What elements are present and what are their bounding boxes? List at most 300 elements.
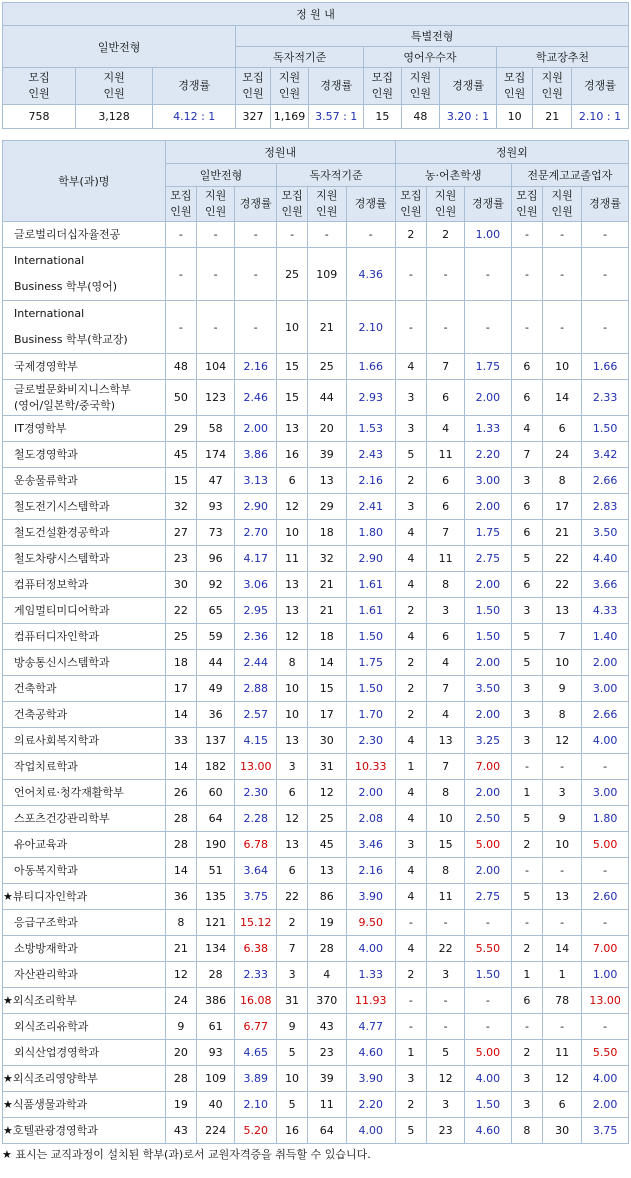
cell-value: 28	[165, 1066, 196, 1092]
cell-value: 4.00	[346, 1118, 395, 1144]
cell-value: 3.00	[465, 468, 512, 494]
cell-value: 4.40	[582, 546, 629, 572]
cell-value: 49	[197, 676, 235, 702]
cell-value: -	[511, 858, 542, 884]
summary-title: 정 원 내	[3, 3, 629, 26]
cell-value: 13.00	[235, 754, 277, 780]
cell-value: 5	[511, 884, 542, 910]
special-header: 특별전형	[236, 26, 629, 47]
cell-value: 14	[543, 380, 582, 416]
cell-value: 64	[307, 1118, 346, 1144]
cell-value: 12	[543, 1066, 582, 1092]
cell-value: 17	[543, 494, 582, 520]
cell-value: 8	[511, 1118, 542, 1144]
cell-value: 3.06	[235, 572, 277, 598]
cell-value: 10	[277, 1066, 307, 1092]
cell-value: 2.16	[235, 354, 277, 380]
dept-name: International Business 학부(학교장)	[3, 301, 166, 354]
cell-value: 4.33	[582, 598, 629, 624]
cell-value: 64	[197, 806, 235, 832]
cell-value: 3.90	[346, 1066, 395, 1092]
cell-value: 22	[543, 546, 582, 572]
cell-value: 2.08	[346, 806, 395, 832]
cell-value: 135	[197, 884, 235, 910]
cell-value: 2.60	[582, 884, 629, 910]
cell-value: 2	[395, 702, 426, 728]
cell-value: 14	[307, 650, 346, 676]
dept-name: 철도경영학과	[3, 442, 166, 468]
cell-value: -	[197, 301, 235, 354]
cell-value: -	[543, 1014, 582, 1040]
cell-value: -	[465, 301, 512, 354]
cell-value: 13	[307, 858, 346, 884]
cell-value: 8	[277, 650, 307, 676]
cell-value: 5.00	[465, 1040, 512, 1066]
cell-value: 5	[395, 442, 426, 468]
cell-value: 8	[543, 468, 582, 494]
cell-value: 1.33	[346, 962, 395, 988]
cell-value: -	[427, 910, 465, 936]
cell-value: 370	[307, 988, 346, 1014]
cell-value: 86	[307, 884, 346, 910]
cell-value: 4	[395, 572, 426, 598]
cell-value: 1.61	[346, 598, 395, 624]
cell-value: 3.90	[346, 884, 395, 910]
cell-value: 2.16	[346, 858, 395, 884]
cell-value: 4.65	[235, 1040, 277, 1066]
cell-value: -	[197, 248, 235, 301]
table-row	[3, 910, 629, 936]
cell-value: 11	[427, 546, 465, 572]
cell-value: -	[427, 988, 465, 1014]
cell-value: 61	[197, 1014, 235, 1040]
cell-value: 2.50	[465, 806, 512, 832]
cell-value: 11	[277, 546, 307, 572]
summary-value: 3.20 : 1	[440, 105, 497, 129]
cell-value: 2.00	[582, 1092, 629, 1118]
cell-value: 2.66	[582, 702, 629, 728]
cell-value: 10	[543, 650, 582, 676]
table-row	[3, 832, 629, 858]
general-header: 일반전형	[3, 26, 236, 68]
cell-value: -	[582, 858, 629, 884]
cell-value: 1.61	[346, 572, 395, 598]
dept-name: 자산관리학과	[3, 962, 166, 988]
cell-value: 1.50	[582, 416, 629, 442]
cell-value: 2.30	[346, 728, 395, 754]
cell-value: 6	[427, 468, 465, 494]
cell-value: 5.00	[465, 832, 512, 858]
cell-value: 3.25	[465, 728, 512, 754]
cell-value: 2	[427, 222, 465, 248]
cell-value: -	[395, 910, 426, 936]
cell-value: 104	[197, 354, 235, 380]
cell-value: 4	[427, 702, 465, 728]
col-header-ratio: 경쟁률	[309, 68, 364, 105]
cell-value: 5	[277, 1040, 307, 1066]
cell-value: 5	[277, 1092, 307, 1118]
cell-value: 2.00	[582, 650, 629, 676]
cell-value: 2	[277, 910, 307, 936]
cell-value: 2	[511, 1040, 542, 1066]
cell-value: 4	[427, 650, 465, 676]
dept-name: 철도전기시스템학과	[3, 494, 166, 520]
cell-value: 25	[307, 806, 346, 832]
cell-value: 16	[277, 1118, 307, 1144]
outside-header: 정원외	[395, 141, 628, 164]
table-row	[3, 598, 629, 624]
cell-value: 2.95	[235, 598, 277, 624]
cell-value: 190	[197, 832, 235, 858]
cell-value: 4.77	[346, 1014, 395, 1040]
cell-value: 22	[277, 884, 307, 910]
table-row	[3, 1118, 629, 1144]
cell-value: 2.00	[465, 858, 512, 884]
cell-value: 4.36	[346, 248, 395, 301]
cell-value: 7	[511, 442, 542, 468]
special-group-header: 독자적기준	[236, 47, 364, 68]
dept-name: 유아교육과	[3, 832, 166, 858]
cell-value: 137	[197, 728, 235, 754]
col-header-ratio: 경쟁률	[582, 187, 629, 222]
cell-value: 15	[427, 832, 465, 858]
cell-value: 1.53	[346, 416, 395, 442]
table-row	[3, 468, 629, 494]
col-header-applicant: 지원 인원	[76, 68, 153, 105]
dept-name: 글로벌문화비지니스학부 (영어/일본학/중국학)	[3, 380, 166, 416]
table-row	[3, 858, 629, 884]
table-row	[3, 1066, 629, 1092]
cell-value: -	[465, 1014, 512, 1040]
cell-value: -	[511, 910, 542, 936]
cell-value: 12	[277, 806, 307, 832]
cell-value: 174	[197, 442, 235, 468]
dept-name: 운송물류학과	[3, 468, 166, 494]
cell-value: -	[395, 1014, 426, 1040]
col-header-ratio: 경쟁률	[235, 187, 277, 222]
cell-value: 1.66	[582, 354, 629, 380]
cell-value: 32	[165, 494, 196, 520]
cell-value: 4.60	[465, 1118, 512, 1144]
cell-value: 96	[197, 546, 235, 572]
cell-value: 3	[277, 962, 307, 988]
cell-value: 1.00	[582, 962, 629, 988]
cell-value: -	[543, 248, 582, 301]
table-row	[3, 416, 629, 442]
cell-value: 15	[277, 380, 307, 416]
cell-value: 4	[395, 546, 426, 572]
cell-value: 13	[543, 598, 582, 624]
cell-value: 32	[307, 546, 346, 572]
cell-value: 6	[511, 520, 542, 546]
cell-value: 47	[197, 468, 235, 494]
table-row	[3, 728, 629, 754]
summary-value: 1,169	[270, 105, 309, 129]
cell-value: 51	[197, 858, 235, 884]
cell-value: -	[395, 301, 426, 354]
cell-value: 4.15	[235, 728, 277, 754]
cell-value: 2.36	[235, 624, 277, 650]
table-row	[3, 780, 629, 806]
table-row	[3, 442, 629, 468]
cell-value: 4.00	[346, 936, 395, 962]
cell-value: 93	[197, 1040, 235, 1066]
cell-value: 1.75	[346, 650, 395, 676]
cell-value: 22	[427, 936, 465, 962]
cell-value: 3.42	[582, 442, 629, 468]
cell-value: 92	[197, 572, 235, 598]
cell-value: 5.20	[235, 1118, 277, 1144]
cell-value: 2.28	[235, 806, 277, 832]
cell-value: 10	[277, 520, 307, 546]
cell-value: 386	[197, 988, 235, 1014]
table-row	[3, 676, 629, 702]
cell-value: 15	[277, 354, 307, 380]
cell-value: 12	[427, 1066, 465, 1092]
cell-value: 13.00	[582, 988, 629, 1014]
cell-value: 15	[307, 676, 346, 702]
table-row	[3, 754, 629, 780]
cell-value: 44	[197, 650, 235, 676]
table-row	[3, 520, 629, 546]
cell-value: 3	[395, 832, 426, 858]
cell-value: -	[543, 858, 582, 884]
cell-value: 18	[307, 520, 346, 546]
cell-value: 7	[427, 520, 465, 546]
cell-value: 6	[543, 416, 582, 442]
cell-value: 3.00	[582, 780, 629, 806]
cell-value: 2.10	[235, 1092, 277, 1118]
detail-table	[2, 140, 629, 1144]
cell-value: -	[511, 1014, 542, 1040]
col-header-recruit: 모집 인원	[511, 187, 542, 222]
cell-value: 16.08	[235, 988, 277, 1014]
cell-value: 4	[395, 624, 426, 650]
cell-value: 3.75	[235, 884, 277, 910]
cell-value: -	[235, 301, 277, 354]
cell-value: 1.00	[465, 222, 512, 248]
col-header-ratio: 경쟁률	[346, 187, 395, 222]
cell-value: 2.10	[346, 301, 395, 354]
cell-value: 2.33	[235, 962, 277, 988]
cell-value: 78	[543, 988, 582, 1014]
cell-value: 13	[277, 598, 307, 624]
cell-value: 9.50	[346, 910, 395, 936]
cell-value: 25	[307, 354, 346, 380]
cell-value: 11	[307, 1092, 346, 1118]
cell-value: 11	[427, 442, 465, 468]
cell-value: 2.00	[465, 650, 512, 676]
cell-value: 3	[395, 380, 426, 416]
cell-value: 4	[427, 416, 465, 442]
dept-header: 학부(과)명	[3, 141, 166, 222]
dept-name: 컴퓨터정보학과	[3, 572, 166, 598]
cell-value: 7	[277, 936, 307, 962]
cell-value: 2.43	[346, 442, 395, 468]
cell-value: 15	[165, 468, 196, 494]
col-header-recruit: 모집 인원	[395, 187, 426, 222]
dept-name: 언어치료·청각재활학부	[3, 780, 166, 806]
cell-value: -	[582, 222, 629, 248]
table-row	[3, 936, 629, 962]
cell-value: 2.46	[235, 380, 277, 416]
col-header-ratio: 경쟁률	[153, 68, 236, 105]
cell-value: 134	[197, 936, 235, 962]
dept-name: ★외식조리영양학부	[3, 1066, 166, 1092]
table-row	[3, 222, 629, 248]
cell-value: 28	[165, 832, 196, 858]
cell-value: 50	[165, 380, 196, 416]
cell-value: 2.00	[465, 702, 512, 728]
cell-value: 4.00	[582, 728, 629, 754]
cell-value: 6	[277, 780, 307, 806]
dept-name: IT경영학부	[3, 416, 166, 442]
cell-value: -	[511, 301, 542, 354]
cell-value: 2.16	[346, 468, 395, 494]
cell-value: -	[465, 910, 512, 936]
cell-value: 3	[427, 962, 465, 988]
cell-value: 24	[165, 988, 196, 1014]
cell-value: 12	[307, 780, 346, 806]
cell-value: 2	[511, 936, 542, 962]
cell-value: 44	[307, 380, 346, 416]
cell-value: 2.41	[346, 494, 395, 520]
cell-value: 33	[165, 728, 196, 754]
cell-value: 6	[511, 572, 542, 598]
cell-value: 3.66	[582, 572, 629, 598]
col-header-recruit: 모집 인원	[364, 68, 402, 105]
cell-value: 5	[511, 624, 542, 650]
cell-value: -	[543, 301, 582, 354]
cell-value: 22	[543, 572, 582, 598]
cell-value: 12	[277, 624, 307, 650]
cell-value: 2.20	[465, 442, 512, 468]
cell-value: 6	[277, 858, 307, 884]
cell-value: -	[511, 222, 542, 248]
cell-value: -	[427, 248, 465, 301]
cell-value: 3.50	[465, 676, 512, 702]
cell-value: 10	[427, 806, 465, 832]
dept-name: 응급구조학과	[3, 910, 166, 936]
cell-value: 6	[511, 354, 542, 380]
cell-value: 3.89	[235, 1066, 277, 1092]
cell-value: 8	[165, 910, 196, 936]
inside-header: 정원내	[165, 141, 395, 164]
cell-value: 18	[165, 650, 196, 676]
col-header-recruit: 모집 인원	[496, 68, 533, 105]
cell-value: 1.40	[582, 624, 629, 650]
cell-value: 58	[197, 416, 235, 442]
cell-value: 2	[511, 832, 542, 858]
cell-value: 6	[511, 380, 542, 416]
dept-name: 작업치료학과	[3, 754, 166, 780]
cell-value: 7.00	[582, 936, 629, 962]
cell-value: -	[582, 1014, 629, 1040]
cell-value: 1.75	[465, 520, 512, 546]
cell-value: 16	[277, 442, 307, 468]
dept-name: International Business 학부(영어)	[3, 248, 166, 301]
dept-name: 철도건설환경공학과	[3, 520, 166, 546]
cell-value: 4.00	[465, 1066, 512, 1092]
cell-value: 6	[277, 468, 307, 494]
table-row	[3, 624, 629, 650]
cell-value: 9	[277, 1014, 307, 1040]
dept-name: 의료사회복지학과	[3, 728, 166, 754]
cell-value: 2.00	[235, 416, 277, 442]
cell-value: -	[582, 910, 629, 936]
summary-value: 758	[3, 105, 76, 129]
cell-value: 4	[395, 936, 426, 962]
cell-value: 3.75	[582, 1118, 629, 1144]
cell-value: 6	[511, 988, 542, 1014]
cell-value: 5.00	[582, 832, 629, 858]
cell-value: 59	[197, 624, 235, 650]
cell-value: 5	[427, 1040, 465, 1066]
cell-value: 10	[543, 832, 582, 858]
cell-value: 3	[395, 494, 426, 520]
col-header-recruit: 모집 인원	[236, 68, 270, 105]
table-row	[3, 572, 629, 598]
table-row	[3, 301, 629, 354]
cell-value: 224	[197, 1118, 235, 1144]
cell-value: 1.50	[465, 962, 512, 988]
cell-value: 9	[543, 806, 582, 832]
cell-value: 14	[543, 936, 582, 962]
cell-value: 2.00	[465, 380, 512, 416]
group-header: 전문계고교졸업자	[511, 164, 628, 187]
cell-value: -	[543, 754, 582, 780]
cell-value: -	[197, 222, 235, 248]
cell-value: 3	[427, 1092, 465, 1118]
table-row	[3, 988, 629, 1014]
cell-value: 36	[165, 884, 196, 910]
cell-value: 13	[277, 572, 307, 598]
table-row	[3, 1014, 629, 1040]
dept-name: ★호텔관광경영학과	[3, 1118, 166, 1144]
cell-value: 17	[165, 676, 196, 702]
cell-value: 13	[277, 416, 307, 442]
cell-value: 121	[197, 910, 235, 936]
cell-value: 2	[395, 468, 426, 494]
dept-name: 국제경영학부	[3, 354, 166, 380]
cell-value: 30	[307, 728, 346, 754]
cell-value: 24	[543, 442, 582, 468]
cell-value: 2.00	[346, 780, 395, 806]
summary-table	[2, 2, 629, 129]
cell-value: -	[395, 248, 426, 301]
cell-value: 25	[165, 624, 196, 650]
cell-value: 1.50	[465, 598, 512, 624]
cell-value: 3.86	[235, 442, 277, 468]
dept-name: 외식산업경영학과	[3, 1040, 166, 1066]
cell-value: 6	[511, 494, 542, 520]
cell-value: -	[165, 248, 196, 301]
dept-name: 철도차량시스템학과	[3, 546, 166, 572]
cell-value: 8	[427, 858, 465, 884]
cell-value: 1	[395, 1040, 426, 1066]
cell-value: -	[465, 248, 512, 301]
col-header-applicant: 지원 인원	[401, 68, 440, 105]
col-header-recruit: 모집 인원	[277, 187, 307, 222]
cell-value: -	[277, 222, 307, 248]
cell-value: 11	[427, 884, 465, 910]
col-header-recruit: 모집 인원	[3, 68, 76, 105]
cell-value: 1.33	[465, 416, 512, 442]
table-row	[3, 1092, 629, 1118]
cell-value: 4	[307, 962, 346, 988]
cell-value: 2.90	[346, 546, 395, 572]
cell-value: 4.00	[582, 1066, 629, 1092]
